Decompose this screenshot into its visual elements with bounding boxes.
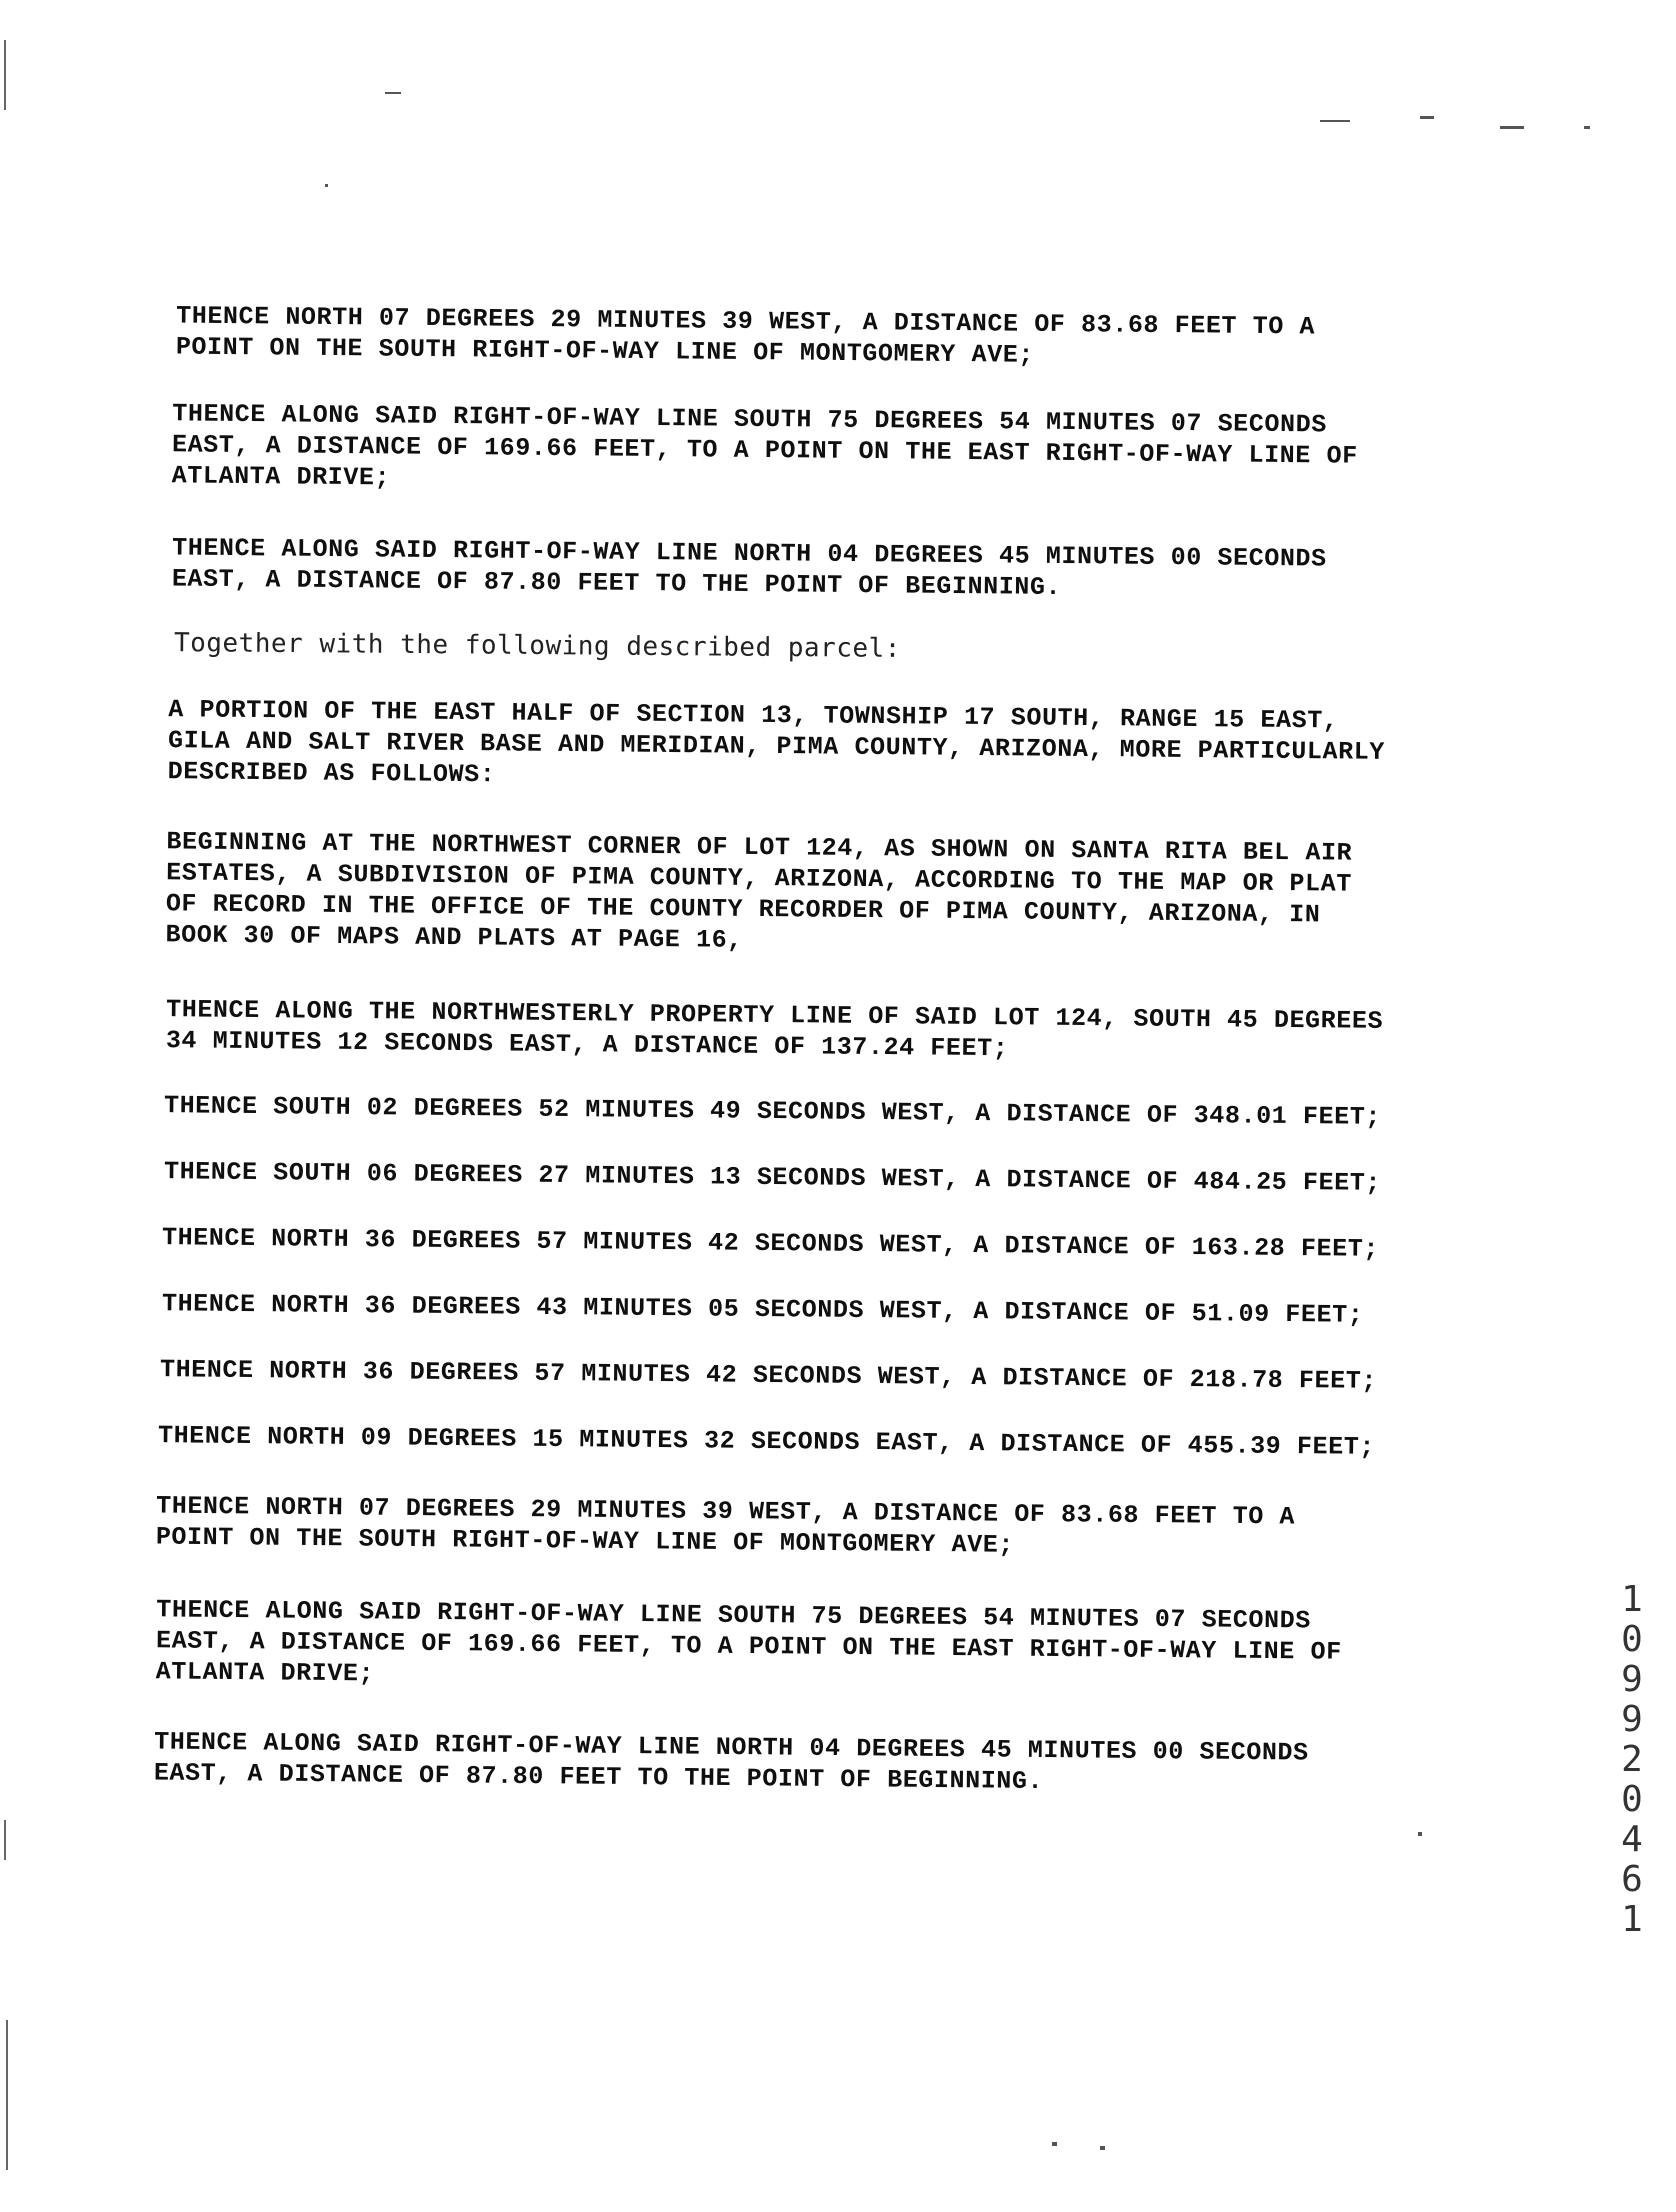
scan-speck xyxy=(325,184,328,187)
scan-speck xyxy=(1418,1832,1422,1836)
bearing-course-9: THENCE ALONG SAID RIGHT-OF-WAY LINE SOUTH 75 DEGREES 54 MINUTES 07 SECONDS EAST, A DISTANCE OF 169.66 FEET, TO A POINT ON THE EAST RIGHT-OF-WAY LINE OF ATLANTA DRIVE; xyxy=(155,1595,1342,1689)
deed-paragraph-top-1: THENCE NORTH 07 DEGREES 29 MINUTES 39 WEST, A DISTANCE OF 83.68 FEET TO A POINT ON THE SOUTH RIGHT-OF-WAY LINE OF MONTGOMERY AVE; xyxy=(175,301,1316,370)
bearing-course-6: THENCE NORTH 36 DEGREES 57 MINUTES 42 SECONDS WEST, A DISTANCE OF 218.78 FEET; xyxy=(159,1355,1378,1396)
scan-speck xyxy=(1420,116,1434,119)
recording-stamp: 10992 0461 xyxy=(1621,1579,1643,1940)
parcel-description: A PORTION OF THE EAST HALF OF SECTION 13, TOWNSHIP 17 SOUTH, RANGE 15 EAST, GILA AND SALT RIVER BASE AND MERIDIAN, PIMA COUNTY, ARIZONA, MORE PARTICULARLY DESCRIBED AS FOLLOWS: xyxy=(167,695,1386,790)
scan-edge-mark xyxy=(4,1820,6,1860)
bearing-course-1: THENCE ALONG THE NORTHWESTERLY PROPERTY LINE OF SAID LOT 124, SOUTH 45 DEGREES 34 MINUTES 12 SECONDS EAST, A DISTANCE OF 137.24 FEET; xyxy=(165,995,1384,1064)
bearing-course-5: THENCE NORTH 36 DEGREES 43 MINUTES 05 SECONDS WEST, A DISTANCE OF 51.09 FEET; xyxy=(161,1289,1364,1330)
scan-speck xyxy=(1052,2142,1057,2146)
scan-speck xyxy=(1320,120,1350,122)
bearing-course-2: THENCE SOUTH 02 DEGREES 52 MINUTES 49 SECONDS WEST, A DISTANCE OF 348.01 FEET; xyxy=(163,1091,1382,1132)
bearing-course-10: THENCE ALONG SAID RIGHT-OF-WAY LINE NORTH 04 DEGREES 45 MINUTES 00 SECONDS EAST, A DISTANCE OF 87.80 FEET TO THE POINT OF BEGINNING. xyxy=(153,1727,1309,1796)
scan-edge-mark xyxy=(6,2020,8,2170)
bearing-course-8: THENCE NORTH 07 DEGREES 29 MINUTES 39 WEST, A DISTANCE OF 83.68 FEET TO A POINT ON THE SOUTH RIGHT-OF-WAY LINE OF MONTGOMERY AVE; xyxy=(155,1491,1296,1560)
deed-paragraph-top-3: THENCE ALONG SAID RIGHT-OF-WAY LINE NORTH 04 DEGREES 45 MINUTES 00 SECONDS EAST, A DISTANCE OF 87.80 FEET TO THE POINT OF BEGINNING. xyxy=(171,533,1327,602)
together-with-line: Together with the following described parcel: xyxy=(173,628,902,664)
scan-speck xyxy=(1584,126,1590,129)
scan-speck xyxy=(1100,2146,1105,2150)
scan-edge-mark xyxy=(4,40,6,110)
point-of-beginning: BEGINNING AT THE NORTHWEST CORNER OF LOT 124, AS SHOWN ON SANTA RITA BEL AIR ESTATES, A SUBDIVISION OF PIMA COUNTY, ARIZONA, ACCORDING TO THE MAP OR PLAT OF RECORD IN THE OFFICE OF THE COUNTY RECORDER OF PIMA COUNTY, ARIZONA, IN BOOK 30 OF MAPS AND PLATS AT PAGE 16, xyxy=(165,827,1353,955)
scan-speck xyxy=(1500,126,1524,129)
bearing-course-7: THENCE NORTH 09 DEGREES 15 MINUTES 32 SECONDS EAST, A DISTANCE OF 455.39 FEET; xyxy=(157,1421,1376,1462)
bearing-course-3: THENCE SOUTH 06 DEGREES 27 MINUTES 13 SECONDS WEST, A DISTANCE OF 484.25 FEET; xyxy=(163,1157,1382,1198)
scan-speck xyxy=(385,92,401,94)
bearing-course-4: THENCE NORTH 36 DEGREES 57 MINUTES 42 SECONDS WEST, A DISTANCE OF 163.28 FEET; xyxy=(161,1223,1380,1264)
deed-paragraph-top-2: THENCE ALONG SAID RIGHT-OF-WAY LINE SOUTH 75 DEGREES 54 MINUTES 07 SECONDS EAST, A DISTANCE OF 169.66 FEET, TO A POINT ON THE EAST RIGHT-OF-WAY LINE OF ATLANTA DRIVE; xyxy=(171,399,1358,493)
